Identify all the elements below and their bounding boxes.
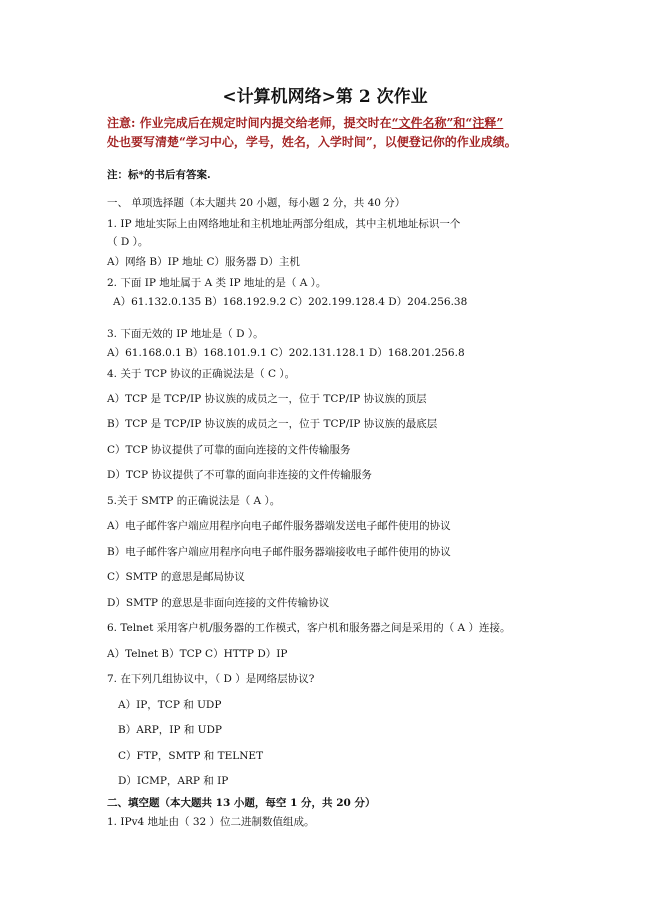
question-4-option-b: B）TCP 是 TCP/IP 协议族的成员之一，位于 TCP/IP 协议族的最底层 — [107, 418, 438, 430]
question-1: 1. IP 地址实际上由网络地址和主机地址两部分组成，其中主机地址标识一个 — [107, 218, 461, 230]
section1-title: 一、 单项选择题（本大题共 20 小题，每小题 2 分，共 40 分） — [107, 197, 406, 209]
question-5: 5.关于 SMTP 的正确说法是（ A ）。 — [107, 495, 281, 507]
question-4-option-c: C）TCP 协议提供了可靠的面向连接的文件传输服务 — [107, 444, 351, 456]
question-7-option-c: C）FTP，SMTP 和 TELNET — [118, 750, 264, 762]
question-6-options: A）Telnet B）TCP C）HTTP D）IP — [107, 648, 288, 660]
question-4-option-a: A）TCP 是 TCP/IP 协议族的成员之一，位于 TCP/IP 协议族的顶层 — [107, 393, 427, 405]
submission-notice-line1 — [107, 115, 503, 131]
question-5-option-d: D）SMTP 的意思是非面向连接的文件传输协议 — [107, 597, 330, 609]
question-5-option-b: B）电子邮件客户端应用程序向电子邮件服务器端接收电子邮件使用的协议 — [107, 546, 451, 558]
question-3: 3. 下面无效的 IP 地址是（ D ）。 — [107, 328, 264, 340]
question-7-option-a: A）IP，TCP 和 UDP — [118, 699, 222, 711]
question-5-option-c: C）SMTP 的意思是邮局协议 — [107, 571, 245, 583]
answer-note: 注：标*的书后有答案. — [107, 169, 211, 181]
document-title: <计算机网络>第 2 次作业 — [222, 87, 428, 107]
question-3-options: A）61.168.0.1 B）168.101.9.1 C）202.131.128.1 D）168.201.256.8 — [107, 347, 465, 359]
fill-question-1: 1. IPv4 地址由（ 32 ）位二进制数值组成。 — [107, 816, 315, 828]
question-2: 2. 下面 IP 地址属于 A 类 IP 地址的是（ A ）。 — [107, 277, 327, 289]
question-6: 6. Telnet 采用客户机/服务器的工作模式，客户机和服务器之间是采用的（ A ）连接。 — [107, 622, 511, 634]
question-1-answer: （ D ）。 — [107, 236, 149, 248]
question-1-options: A）网络 B）IP 地址 C）服务器 D）主机 — [107, 256, 300, 268]
question-2-options: A）61.132.0.135 B）168.192.9.2 C）202.199.128.4 D）204.256.38 — [113, 296, 468, 308]
question-7-option-b: B）ARP，IP 和 UDP — [118, 724, 222, 736]
question-7: 7. 在下列几组协议中，（ D ）是网络层协议? — [107, 673, 315, 685]
section2-title: 二、填空题（本大题共 13 小题，每空 1 分，共 20 分） — [107, 797, 376, 809]
question-7-option-d: D）ICMP，ARP 和 IP — [118, 775, 229, 787]
submission-notice-line2: 处也要写清楚“学习中心，学号，姓名，入学时间”，以便登记你的作业成绩。 — [107, 135, 517, 149]
notice-underlined-text: “文件名称”和“注释” — [391, 116, 504, 130]
question-4-option-d: D）TCP 协议提供了不可靠的面向非连接的文件传输服务 — [107, 469, 372, 481]
question-4: 4. 关于 TCP 协议的正确说法是（ C ）。 — [107, 368, 296, 380]
notice-text: 注意: 作业完成后在规定时间内提交给老师，提交时在 — [107, 116, 392, 130]
question-5-option-a: A）电子邮件客户端应用程序向电子邮件服务器端发送电子邮件使用的协议 — [107, 520, 451, 532]
